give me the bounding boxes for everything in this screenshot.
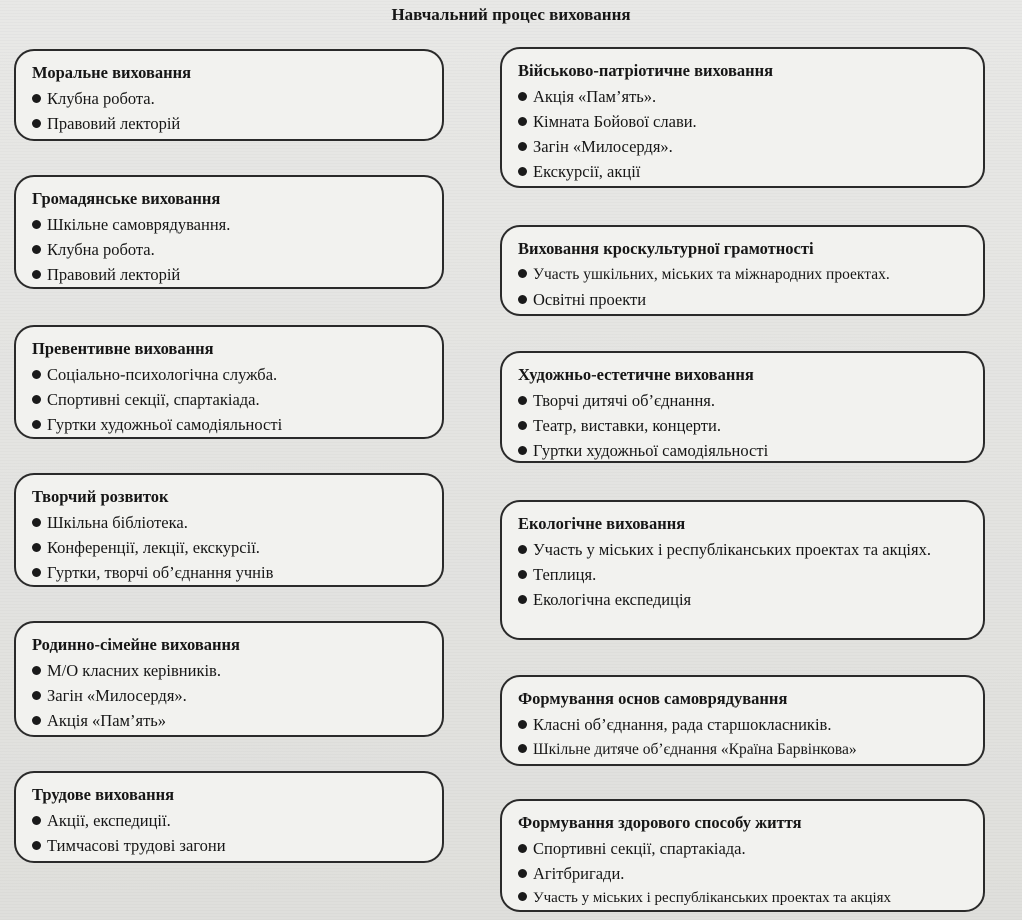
list-item-text: Акція «Пам’ять». [533, 87, 657, 106]
list-item [32, 362, 428, 387]
bullet-icon [32, 568, 41, 577]
bullet-icon [32, 220, 41, 229]
bullet-icon [32, 543, 41, 552]
list-item [32, 683, 428, 708]
bullet-icon [518, 720, 527, 729]
bullet-icon [32, 270, 41, 279]
list-item-text: Кімната Бойової слави. [533, 112, 697, 131]
list-item-text: Гуртки художньої самодіяльності [47, 415, 283, 434]
list-item [32, 212, 428, 237]
bullet-icon [518, 869, 527, 878]
bullet-icon [32, 841, 41, 850]
list-item-text: Правовий лекторій [47, 114, 181, 133]
list-item [518, 712, 969, 737]
list-item [32, 708, 428, 733]
box-self-government-basics [500, 675, 985, 766]
list-item [518, 537, 958, 562]
list-item [32, 658, 428, 683]
bullet-icon [32, 816, 41, 825]
bullet-icon [518, 167, 527, 176]
bullet-icon [32, 245, 41, 254]
list-item-text: Шкільне дитяче об’єднання «Країна Барвінкова» [533, 741, 857, 758]
list-item-text: Творчі дитячі об’єднання. [533, 391, 715, 410]
list-item-text: Загін «Милосердя». [47, 686, 187, 705]
box-healthy-lifestyle [500, 799, 985, 912]
list-item-text: Участь у міських і республіканських проектах та акціях. [533, 540, 931, 559]
list-item-text: Класні об’єднання, рада старшокласників. [533, 715, 832, 734]
bullet-icon [32, 395, 41, 404]
list-item [32, 412, 428, 437]
box-creative-development [14, 473, 444, 587]
list-item [518, 836, 969, 861]
list-item-text: Правовий лекторій [47, 265, 181, 284]
list-item-text: Загін «Милосердя». [533, 137, 673, 156]
list-item-text: Гуртки художньої самодіяльності [533, 441, 769, 460]
box-title: Превентивне виховання [32, 339, 214, 358]
box-ecological-education [500, 500, 985, 640]
list-item-text: Тимчасові трудові загони [47, 836, 226, 855]
bullet-icon [518, 844, 527, 853]
list-item-text: Агітбригади. [533, 864, 625, 883]
bullet-icon [32, 666, 41, 675]
list-item-text: Клубна робота. [47, 89, 155, 108]
box-title: Громадянське виховання [32, 189, 221, 208]
list-item [518, 159, 969, 184]
bullet-icon [518, 92, 527, 101]
box-title: Творчий розвиток [32, 487, 169, 506]
bullet-icon [518, 744, 527, 753]
box-title: Військово-патріотичне виховання [518, 61, 774, 80]
box-title: Родинно-сімейне виховання [32, 635, 240, 654]
list-item [32, 510, 428, 535]
bullet-icon [518, 446, 527, 455]
bullet-icon [518, 570, 527, 579]
page-title: Навчальний процес виховання [391, 5, 631, 24]
list-item [32, 86, 428, 111]
bullet-icon [32, 691, 41, 700]
list-item-text: Гуртки, творчі об’єднання учнів [47, 563, 274, 582]
list-item [32, 808, 428, 833]
list-item [32, 262, 428, 287]
box-title: Трудове виховання [32, 785, 175, 804]
bullet-icon [518, 142, 527, 151]
bullet-icon [32, 716, 41, 725]
list-item-text: Соціально-психологічна служба. [47, 365, 278, 384]
list-item [32, 535, 428, 560]
box-title: Формування основ самоврядування [518, 689, 788, 708]
list-item-text: Освітні проекти [533, 290, 647, 309]
bullet-icon [518, 295, 527, 304]
list-item [518, 587, 969, 612]
bullet-icon [518, 396, 527, 405]
box-preventive-education [14, 325, 444, 439]
list-item [32, 833, 428, 858]
box-civic-education [14, 175, 444, 289]
bullet-icon [518, 269, 527, 278]
bullet-icon [518, 421, 527, 430]
list-item-text: Акції, експедиції. [47, 811, 171, 830]
list-item [518, 109, 969, 134]
list-item [32, 237, 428, 262]
list-item-text: Конференції, лекції, екскурсії. [47, 538, 260, 557]
box-title: Екологічне виховання [518, 514, 686, 533]
box-title: Моральне виховання [32, 63, 192, 82]
bullet-icon [32, 94, 41, 103]
box-title: Виховання кроскультурної грамотності [518, 239, 814, 258]
bullet-icon [32, 420, 41, 429]
list-item-text: Участь ушкільних, міських та міжнародних проектах. [533, 266, 890, 283]
list-item-text: Шкільна бібліотека. [47, 513, 188, 532]
box-moral-education [14, 49, 444, 141]
bullet-icon [32, 119, 41, 128]
list-item-text: М/О класних керівників. [47, 661, 221, 680]
box-art-aesthetic-education [500, 351, 985, 463]
list-item [32, 387, 428, 412]
list-item [518, 562, 969, 587]
list-item-text: Спортивні секції, спартакіада. [533, 839, 746, 858]
list-item [518, 861, 969, 886]
list-item [518, 388, 969, 413]
list-item-text: Екологічна експедиція [533, 590, 692, 609]
bullet-icon [518, 892, 527, 901]
list-item-text: Театр, виставки, концерти. [533, 416, 721, 435]
list-item [518, 84, 969, 109]
box-family-education [14, 621, 444, 737]
box-military-patriotic-education [500, 47, 985, 188]
box-labor-education [14, 771, 444, 863]
list-item [518, 262, 969, 287]
list-item-text: Спортивні секції, спартакіада. [47, 390, 260, 409]
bullet-icon [518, 117, 527, 126]
list-item-text: Шкільне самоврядування. [47, 215, 231, 234]
list-item [518, 886, 969, 911]
list-item-text: Теплиця. [533, 565, 597, 584]
box-title: Художньо-естетичне виховання [518, 365, 754, 384]
bullet-icon [32, 518, 41, 527]
list-item [32, 560, 428, 585]
list-item [518, 413, 969, 438]
list-item [518, 438, 969, 463]
list-item [32, 111, 428, 136]
list-item-text: Акція «Пам’ять» [47, 711, 167, 730]
list-item-text: Екскурсії, акції [533, 162, 641, 181]
bullet-icon [518, 545, 527, 554]
list-item [518, 287, 969, 312]
list-item-text: Клубна робота. [47, 240, 155, 259]
box-title: Формування здорового способу життя [518, 813, 802, 832]
box-cross-cultural-literacy [500, 225, 985, 316]
list-item-text: Участь у міських і республіканських проектах та акціях [533, 890, 892, 906]
list-item [518, 134, 969, 159]
bullet-icon [32, 370, 41, 379]
bullet-icon [518, 595, 527, 604]
list-item [518, 737, 969, 762]
